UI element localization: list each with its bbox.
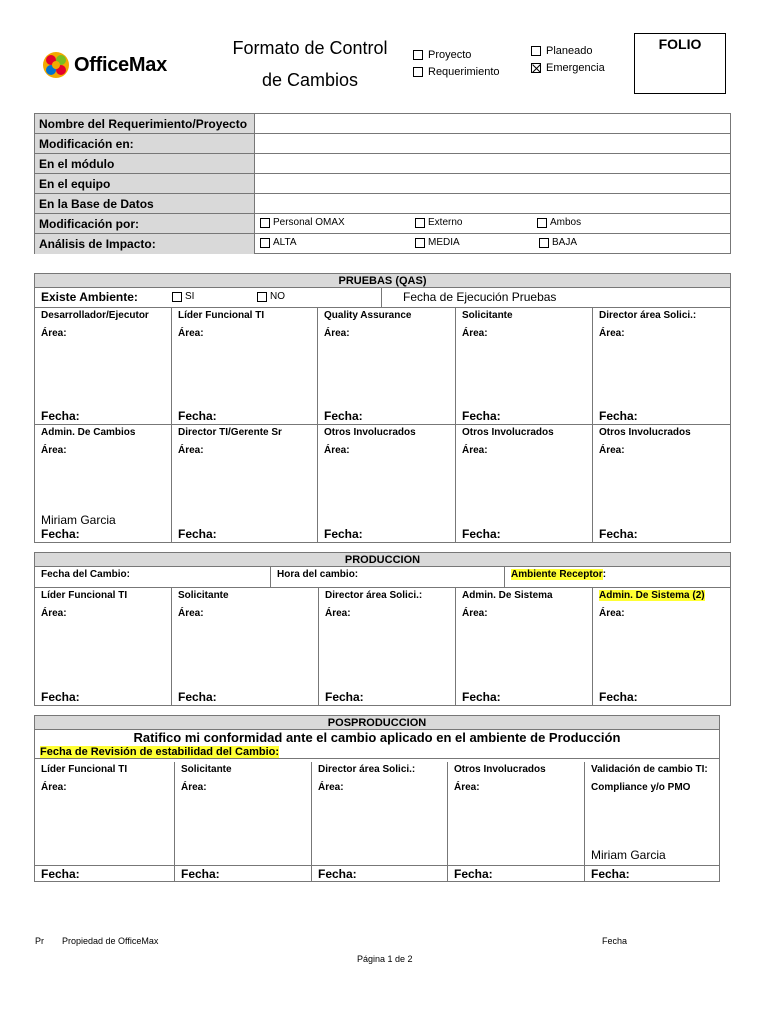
option-requerimiento[interactable] xyxy=(413,66,500,78)
produccion-title: PRODUCCION xyxy=(35,553,730,567)
fecha-label: Fecha: xyxy=(318,867,357,881)
page-title xyxy=(205,32,415,96)
validacion-name: Miriam Garcia xyxy=(591,848,666,862)
info-label: Modificación en: xyxy=(35,134,255,153)
area-label: Área: xyxy=(41,445,67,456)
nombre-requerimiento-input[interactable] xyxy=(255,114,730,133)
proyecto-checkbox[interactable] xyxy=(413,50,423,60)
area-label: Área: xyxy=(318,782,344,793)
ratifico-text: Ratifico mi conformidad ante el cambio aplicado en el ambiente de Producción xyxy=(133,730,621,745)
personal-omax-checkbox[interactable] xyxy=(260,218,270,228)
area-label: Área: xyxy=(178,328,204,339)
role-label: Otros Involucrados xyxy=(454,764,546,775)
posproduccion-sign-row xyxy=(35,762,719,866)
info-row xyxy=(35,234,730,254)
existe-ambiente-cell xyxy=(35,288,382,307)
folio-label: FOLIO xyxy=(658,36,702,52)
fecha-label: Fecha: xyxy=(462,409,501,423)
media-label: MEDIA xyxy=(428,237,460,248)
footer-page-number: Página 1 de 2 xyxy=(357,954,413,964)
footer-code: Pr xyxy=(35,936,44,946)
role-label: Admin. De Sistema (2) xyxy=(599,590,705,601)
sign-cell[interactable] xyxy=(318,308,456,424)
title-line-1: Formato de Control xyxy=(232,38,388,58)
sign-cell[interactable] xyxy=(456,308,593,424)
footer-property: Propiedad de OfficeMax xyxy=(62,936,159,946)
posproduccion-title: POSPRODUCCION xyxy=(35,716,719,730)
role-label: Solicitante xyxy=(178,590,229,601)
alta-label: ALTA xyxy=(273,237,297,248)
existe-ambiente-row xyxy=(35,288,730,308)
fecha-label: Fecha: xyxy=(462,690,501,704)
logo-text: OfficeMax xyxy=(74,53,167,76)
option-personal-omax[interactable] xyxy=(260,217,345,228)
media-checkbox[interactable] xyxy=(415,238,425,248)
option-planeado[interactable] xyxy=(531,45,593,57)
fecha-cell[interactable] xyxy=(585,866,719,881)
sign-cell[interactable] xyxy=(35,425,172,542)
posproduccion-section xyxy=(34,715,720,882)
sign-cell[interactable] xyxy=(172,588,319,705)
fecha-cambio-field[interactable] xyxy=(35,567,271,587)
role-label: Director TI/Gerente Sr xyxy=(178,427,282,438)
sign-cell[interactable] xyxy=(35,308,172,424)
info-row xyxy=(35,154,730,174)
area-label: Área: xyxy=(324,445,350,456)
no-label: NO xyxy=(270,291,285,302)
info-label: Modificación por: xyxy=(35,214,255,233)
info-row xyxy=(35,134,730,154)
role-label: Quality Assurance xyxy=(324,310,412,321)
ambiente-receptor-field[interactable] xyxy=(505,567,730,587)
fecha-revision-label: Fecha de Revisión de estabilidad del Cambio: xyxy=(40,746,280,758)
fecha-label: Fecha: xyxy=(41,690,80,704)
sign-cell[interactable] xyxy=(319,588,456,705)
role-label: Otros Involucrados xyxy=(599,427,691,438)
emergencia-label: Emergencia xyxy=(546,62,605,74)
existe-ambiente-label: Existe Ambiente: xyxy=(41,290,138,304)
fecha-cell[interactable] xyxy=(312,866,448,881)
ambiente-receptor xyxy=(511,569,606,580)
area-label: Área: xyxy=(599,328,625,339)
fecha-label: Fecha: xyxy=(599,690,638,704)
area-label: Área: xyxy=(599,608,625,619)
baja-checkbox[interactable] xyxy=(539,238,549,248)
area-label: Área: xyxy=(178,608,204,619)
area-label: Área: xyxy=(462,608,488,619)
no-checkbox[interactable] xyxy=(257,292,267,302)
area-label: Área: xyxy=(41,328,67,339)
base-datos-input[interactable] xyxy=(255,194,730,213)
sign-cell[interactable] xyxy=(593,308,730,424)
ambiente-receptor-colon: : xyxy=(602,569,607,580)
fecha-label: Fecha: xyxy=(41,409,80,423)
pruebas-sign-row-2 xyxy=(35,425,730,542)
fecha-label: Fecha: xyxy=(462,527,501,541)
info-label: En el módulo xyxy=(35,154,255,173)
fecha-label: Fecha: xyxy=(599,527,638,541)
info-row xyxy=(35,194,730,214)
requerimiento-checkbox[interactable] xyxy=(413,67,423,77)
role-label: Desarrollador/Ejecutor xyxy=(41,310,149,321)
sign-cell[interactable] xyxy=(312,762,448,865)
option-si[interactable] xyxy=(172,291,194,302)
info-label: Análisis de Impacto: xyxy=(35,234,255,254)
fecha-label: Fecha: xyxy=(599,409,638,423)
sign-cell[interactable] xyxy=(318,425,456,542)
role-label: Líder Funcional TI xyxy=(178,310,265,321)
fecha-label: Fecha: xyxy=(41,867,80,881)
option-externo[interactable] xyxy=(415,217,462,228)
sign-cell[interactable] xyxy=(585,762,719,865)
sign-cell[interactable] xyxy=(593,425,730,542)
produccion-sign-row xyxy=(35,588,730,705)
ambiente-receptor-label: Ambiente Receptor xyxy=(511,569,603,580)
role-label: Director área Solici.: xyxy=(318,764,416,775)
impacto-options xyxy=(255,234,730,254)
info-row xyxy=(35,114,730,134)
role-label: Otros Involucrados xyxy=(324,427,416,438)
sign-cell[interactable] xyxy=(456,425,593,542)
admin-name: Miriam Garcia xyxy=(41,513,116,527)
ambos-label: Ambos xyxy=(550,217,582,228)
externo-label: Externo xyxy=(428,217,463,228)
sign-cell[interactable] xyxy=(456,588,593,705)
area-label: Área: xyxy=(181,782,207,793)
sign-cell[interactable] xyxy=(593,588,730,705)
sign-cell[interactable] xyxy=(172,425,318,542)
officemax-logo xyxy=(42,50,192,80)
area-label: Área: xyxy=(325,608,351,619)
planeado-checkbox[interactable] xyxy=(531,46,541,56)
produccion-section xyxy=(34,552,731,706)
pruebas-title: PRUEBAS (QAS) xyxy=(35,274,730,288)
role-label: Solicitante xyxy=(181,764,232,775)
info-label: Nombre del Requerimiento/Proyecto xyxy=(35,114,255,133)
info-row xyxy=(35,174,730,194)
role-label: Líder Funcional TI xyxy=(41,590,128,601)
area-label: Área: xyxy=(462,445,488,456)
fecha-label: Fecha: xyxy=(324,409,363,423)
fecha-label: Fecha: xyxy=(324,527,363,541)
modificacion-en-input[interactable] xyxy=(255,134,730,153)
folio-box[interactable] xyxy=(634,33,726,94)
option-media[interactable] xyxy=(415,237,460,248)
requerimiento-label: Requerimiento xyxy=(428,66,500,78)
area-label: Área: xyxy=(41,608,67,619)
hora-cambio-label: Hora del cambio: xyxy=(277,569,359,580)
modulo-input[interactable] xyxy=(255,154,730,173)
sign-cell[interactable] xyxy=(35,762,175,865)
area-label: Área: xyxy=(462,328,488,339)
role-label: Otros Involucrados xyxy=(462,427,554,438)
info-label: En el equipo xyxy=(35,174,255,193)
role-label: Admin. De Sistema xyxy=(462,590,553,601)
fecha-cell[interactable] xyxy=(35,866,175,881)
sign-cell[interactable] xyxy=(175,762,312,865)
produccion-date-row xyxy=(35,567,730,588)
area-label: Área: xyxy=(599,445,625,456)
compliance-label: Compliance y/o PMO xyxy=(591,782,691,793)
pruebas-section xyxy=(34,273,731,543)
fecha-label: Fecha: xyxy=(181,867,220,881)
fecha-cell[interactable] xyxy=(448,866,585,881)
area-label: Área: xyxy=(454,782,480,793)
personal-omax-label: Personal OMAX xyxy=(273,217,345,228)
option-proyecto[interactable] xyxy=(413,49,471,61)
option-alta[interactable] xyxy=(260,237,297,248)
role-label: Director área Solici.: xyxy=(325,590,423,601)
option-emergencia[interactable] xyxy=(531,62,605,74)
area-label: Área: xyxy=(178,445,204,456)
sign-cell[interactable] xyxy=(448,762,585,865)
role-label: Admin. De Cambios xyxy=(41,427,136,438)
fecha-cell[interactable] xyxy=(175,866,312,881)
info-table xyxy=(34,113,731,254)
role-label: Director área Solici.: xyxy=(599,310,697,321)
fecha-label: Fecha: xyxy=(178,690,217,704)
option-baja[interactable] xyxy=(539,237,577,248)
proyecto-label: Proyecto xyxy=(428,49,472,61)
pruebas-sign-row-1 xyxy=(35,308,730,425)
officemax-flower-icon xyxy=(42,51,70,79)
fecha-label: Fecha: xyxy=(591,867,630,881)
baja-label: BAJA xyxy=(552,237,578,248)
externo-checkbox[interactable] xyxy=(415,218,425,228)
si-checkbox[interactable] xyxy=(172,292,182,302)
fecha-label: Fecha: xyxy=(325,690,364,704)
role-label: Solicitante xyxy=(462,310,513,321)
role-label: Validación de cambio TI: xyxy=(591,764,708,775)
area-label: Área: xyxy=(41,782,67,793)
si-label: SI xyxy=(185,291,195,302)
option-ambos[interactable] xyxy=(537,217,581,228)
info-label: En la Base de Datos xyxy=(35,194,255,213)
option-no[interactable] xyxy=(257,291,285,302)
fecha-cambio-label: Fecha del Cambio: xyxy=(41,569,130,580)
fecha-label: Fecha: xyxy=(178,409,217,423)
ambos-checkbox[interactable] xyxy=(537,218,547,228)
emergencia-checkbox[interactable] xyxy=(531,63,541,73)
area-label: Área: xyxy=(324,328,350,339)
sign-cell[interactable] xyxy=(172,308,318,424)
role-label: Líder Funcional TI xyxy=(41,764,128,775)
posproduccion-fecha-row xyxy=(35,866,719,881)
planeado-label: Planeado xyxy=(546,45,593,57)
equipo-input[interactable] xyxy=(255,174,730,193)
fecha-ejecucion-label: Fecha de Ejecución Pruebas xyxy=(403,290,557,304)
fecha-label: Fecha: xyxy=(454,867,493,881)
title-line-2: de Cambios xyxy=(261,70,359,90)
alta-checkbox[interactable] xyxy=(260,238,270,248)
info-row xyxy=(35,214,730,234)
ratifico-row xyxy=(35,730,719,759)
fecha-label: Fecha: xyxy=(41,527,80,541)
fecha-label: Fecha: xyxy=(178,527,217,541)
hora-cambio-field[interactable] xyxy=(271,567,505,587)
footer-fecha: Fecha xyxy=(602,936,628,946)
sign-cell[interactable] xyxy=(35,588,172,705)
